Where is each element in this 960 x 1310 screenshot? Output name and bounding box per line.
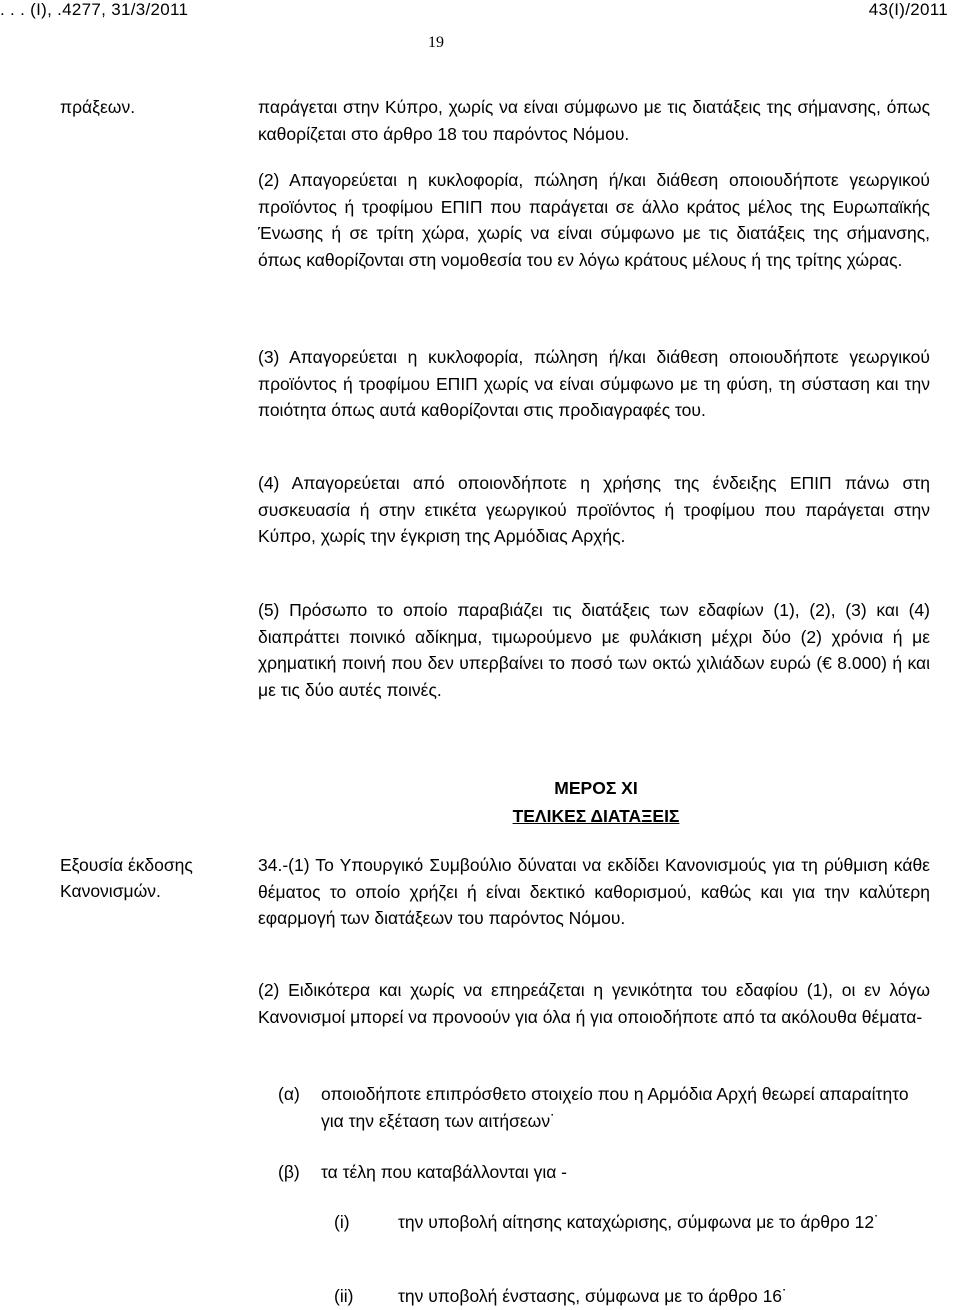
paragraph-2: (2) Απαγορεύεται η κυκλοφορία, πώληση ή/και διάθεση οποιουδήποτε γεωργικού προϊόντος ή τροφίμου ΕΠΙΠ που παράγεται σε άλλο κράτος μέλος της Ευρωπαϊκής Ένωσης ή σε τρίτη χώρα, χωρίς να είναι σύμφωνο με τις διατάξεις της σήμανσης, όπως καθορίζονται στη νομοθεσία του εν λόγω κράτους μέλους ή της τρίτης χώρας. (258, 170, 930, 270)
list-marker: (β) (278, 1162, 300, 1182)
paragraph-5: (5) Πρόσωπο το οποίο παραβιάζει τις διατάξεις των εδαφίων (1), (2), (3) και (4) διαπράττει ποινικό αδίκημα, τιμωρούμενο με φυλάκιση μέχρι δύο (2) χρόνια ή με χρηματική ποινή που δεν υπερβαίνει το ποσό των οκτώ χιλιάδων ευρώ (€ 8.000) ή και με τις δύο αυτές ποινές. (258, 600, 930, 700)
sub-list-item-text: την υποβολή αίτησης καταχώρισης, σύμφωνα με το άρθρο 12˙ (398, 1212, 880, 1232)
list-item-text: οποιοδήποτε επιπρόσθετο στοιχείο που η Αρμόδια Αρχή θεωρεί απαραίτητο για την εξέταση των αιτήσεων˙ (321, 1084, 909, 1131)
part-number: ΜΕΡΟΣ XI (554, 778, 638, 798)
paragraph-4: (4) Απαγορεύεται από οποιονδήποτε η χρήσης της ένδειξης ΕΠΙΠ πάνω στη συσκευασία ή στην ετικέτα γεωργικού προϊόντος ή τροφίμου που παράγεται στην Κύπρο, χωρίς την έγκριση της Αρμόδιας Αρχής. (258, 473, 930, 546)
list-marker: (α) (278, 1084, 300, 1104)
paragraph-3: (3) Απαγορεύεται η κυκλοφορία, πώληση ή/και διάθεση οποιουδήποτε γεωργικού προϊόντος ή τροφίμου ΕΠΙΠ χωρίς να είναι σύμφωνο με τη φύση, τη σύσταση και την ποιότητα όπως αυτά καθορίζονται στις προδιαγραφές του. (258, 347, 930, 420)
law-number: 43(Ι)/2011 (868, 0, 948, 19)
section-34-paragraph-1: 34.-(1) Το Υπουργικό Συμβούλιο δύναται να εκδίδει Κανονισμούς για τη ρύθμιση κάθε θέματος το οποίο χρήζει ή είναι δεκτικό καθορισμού, καθώς και για την καλύτερη εφαρμογή των διατάξεων του παρόντος Νόμου. (258, 855, 930, 928)
sub-list-marker: (ii) (334, 1286, 354, 1306)
paragraph-continuation: παράγεται στην Κύπρο, χωρίς να είναι σύμφωνο με τις διατάξεις της σήμανσης, όπως καθορίζεται στο άρθρο 18 του παρόντος Νόμου. (258, 97, 930, 144)
sub-list-marker: (i) (334, 1212, 350, 1232)
page-number: 19 (428, 34, 444, 51)
section-34-paragraph-2: (2) Ειδικότερα και χωρίς να επηρεάζεται η γενικότητα του εδαφίου (1), οι εν λόγω Κανονισμοί μπορεί να προνοούν για όλα ή για οποιοδήποτε από τα ακόλουθα θέματα- (258, 980, 930, 1027)
sub-list-item-text: την υποβολή ένστασης, σύμφωνα με το άρθρο 16˙ (398, 1286, 788, 1306)
list-item-text: τα τέλη που καταβάλλονται για - (321, 1162, 568, 1182)
margin-note-continuation: πράξεων. (60, 97, 136, 117)
margin-note-section-34: Εξουσία έκδοσης Κανονισμών. (60, 855, 193, 901)
part-title: ΤΕΛΙΚΕΣ ΔΙΑΤΑΞΕΙΣ (512, 806, 680, 826)
gazette-reference: . . . (Ι), .4277, 31/3/2011 (0, 0, 189, 19)
part-heading (440, 774, 752, 830)
